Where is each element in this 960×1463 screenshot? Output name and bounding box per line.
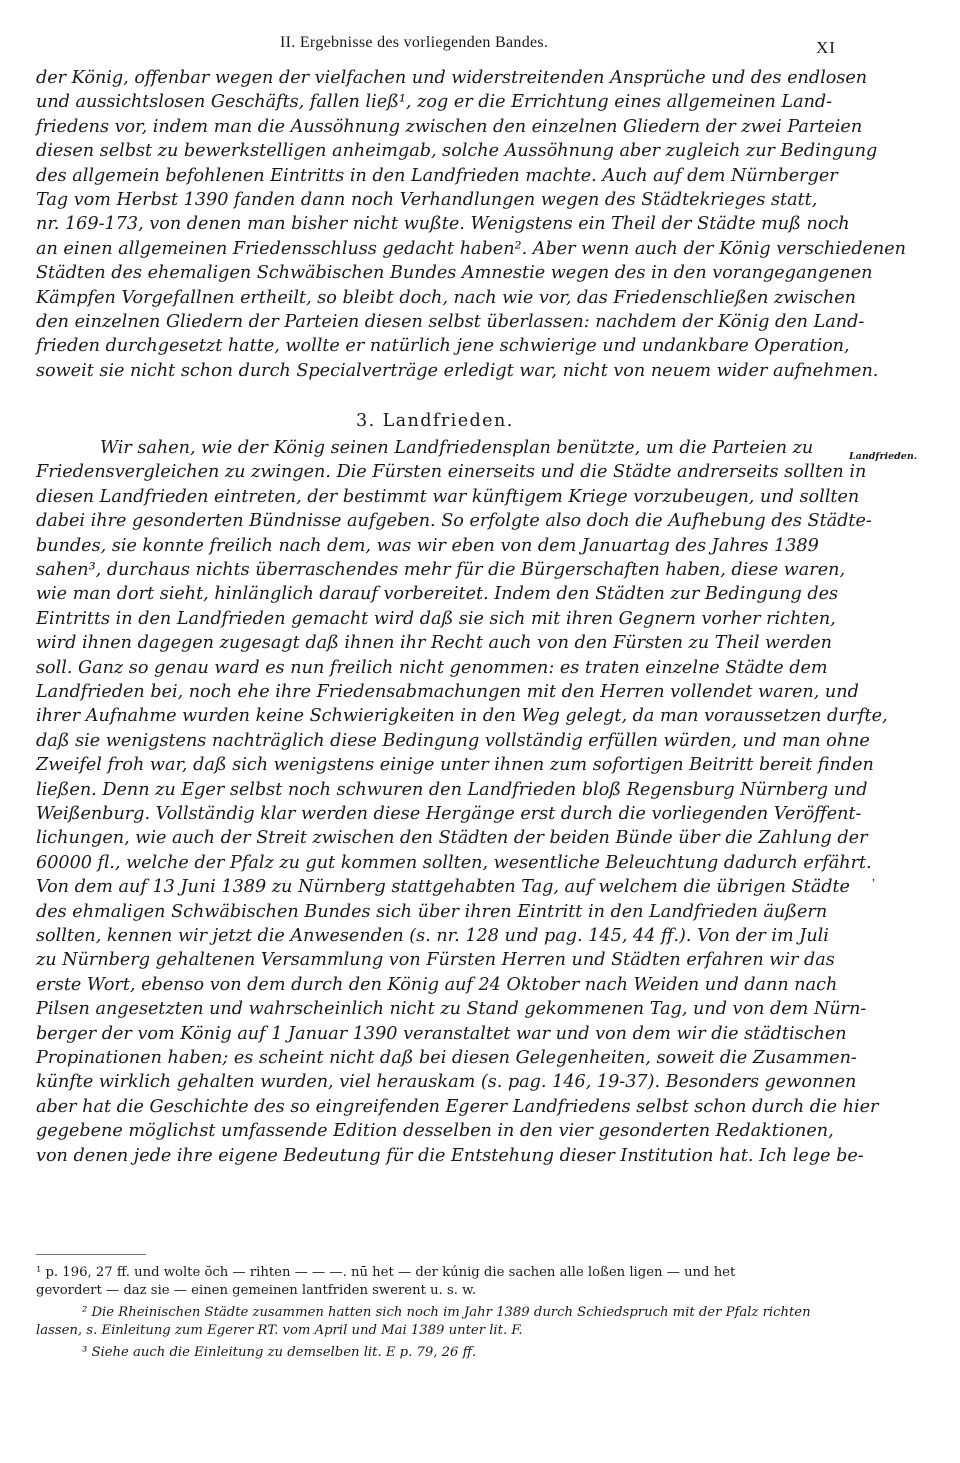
body-line: künfte wirklich gehalten wurden, viel herauskam (s. pag. 146, 19-37). Besonders gewonnen [36, 1072, 857, 1093]
body-line: Zweifel froh war, daß sich wenigstens einige unter ihnen zum sofortigen Beitritt bereit finden [36, 755, 874, 776]
footnote-line: ³ Siehe auch die Einleitung zu demselben lit. E p. 79, 26 ff. [82, 1345, 477, 1360]
running-header: II. Ergebnisse des vorliegenden Bandes. [280, 34, 549, 51]
body-line: des allgemein befohlenen Eintritts in den Landfrieden machte. Auch auf dem Nürnberger [36, 165, 838, 186]
footnote-divider [36, 1254, 146, 1255]
body-line: Eintritts in den Landfrieden gemacht wird daß sie sich mit ihren Gegnern vorher richten, [36, 608, 836, 629]
page-number: XI [816, 38, 836, 57]
body-line: gegebene möglichst umfassende Edition desselben in den vier gesonderten Redaktionen, [36, 1121, 834, 1142]
body-line: nr. 169-173, von denen man bisher nicht wußte. Wenigstens ein Theil der Städte muß noch [36, 214, 850, 235]
body-line: diesen selbst zu bewerkstelligen anheimgab, solche Aussöhnung aber zugleich zur Bedingung [36, 141, 878, 162]
body-line: sahen³, durchaus nichts überraschendes mehr für die Bürgerschaften haben, diese waren, [36, 560, 846, 580]
footnote-line: lassen, s. Einleitung zum Egerer RT. vom April und Mai 1389 unter lit. F. [36, 1323, 523, 1338]
body-line: Tag vom Herbst 1390 fanden dann noch Verhandlungen wegen des Städtekrieges statt, [36, 190, 818, 210]
body-line: erste Wort, ebenso von dem durch den König auf 24 Oktober nach Weiden und dann nach [36, 974, 838, 995]
margin-note: Landfrieden. [849, 451, 918, 462]
body-line: bundes, sie konnte freilich nach dem, was wir eben von dem Januartag des Jahres 1389 [36, 535, 819, 556]
body-line: wird ihnen dagegen zugesagt daß ihnen ihr Recht auch von den Fürsten zu Theil werden [36, 633, 832, 654]
stray-mark: , [872, 869, 875, 883]
body-line: lichungen, wie auch der Streit zwischen den Städten der beiden Bünde über die Zahlung der [36, 828, 868, 849]
body-line: Städten des ehemaligen Schwäbischen Bundes Amnestie wegen des in den vorangegangenen [36, 263, 873, 284]
body-line: Landfrieden bei, noch ehe ihre Friedensabmachungen mit den Herren vollendet waren, und [36, 682, 859, 702]
body-line: dabei ihre gesonderten Bündnisse aufgeben. So erfolgte also doch die Aufhebung des Städte- [36, 511, 872, 532]
body-line: soll. Ganz so genau ward es nun freilich nicht genommen: es traten einzelne Städte dem [36, 657, 828, 678]
footnote-line: ² Die Rheinischen Städte zusammen hatten sich noch im Jahr 1389 durch Schiedspruch mit der Pfalz richten [82, 1305, 811, 1320]
body-line: von denen jede ihre eigene Bedeutung für die Entstehung dieser Institution hat. Ich lege be- [36, 1145, 864, 1166]
body-line: an einen allgemeinen Friedensschluss gedacht haben². Aber wenn auch der König verschiedenen [36, 238, 906, 259]
footnote-line: ¹ p. 196, 27 ff. und wolte ŏch — rihten — — —. nū het — der kúnig die sachen alle loßen ligen — und het [36, 1265, 736, 1280]
body-line: Friedensvergleichen zu zwingen. Die Fürsten einerseits und die Städte andrerseits sollten in [36, 462, 867, 483]
body-line: Kämpfen Vorgefallnen ertheilt, so bleibt doch, nach wie vor, das Friedenschließen zwischen [36, 287, 856, 308]
body-line: ihrer Aufnahme wurden keine Schwierigkeiten in den Weg gelegt, da man voraussetzen durfte, [36, 706, 888, 727]
body-line: aber hat die Geschichte des so eingreifenden Egerer Landfriedens selbst schon durch die hier [36, 1096, 879, 1117]
body-line: friedens vor, indem man die Aussöhnung zwischen den einzelnen Gliedern der zwei Parteien [36, 116, 863, 137]
body-line: Wir sahen, wie der König seinen Landfriedensplan benützte, um die Parteien zu [100, 438, 814, 458]
body-line: des ehmaligen Schwäbischen Bundes sich über ihren Eintritt in den Landfrieden äußern [36, 901, 828, 922]
body-line: diesen Landfrieden eintreten, der bestimmt war künftigem Kriege vorzubeugen, und sollten [36, 486, 860, 507]
body-line: der König, offenbar wegen der vielfachen und widerstreitenden Ansprüche und des endlosen [36, 68, 868, 88]
body-line: ließen. Denn zu Eger selbst noch schwuren den Landfrieden bloß Regensburg Nürnberg und [36, 779, 868, 800]
body-line: frieden durchgesetzt hatte, wollte er natürlich jene schwierige und undankbare Operation, [36, 336, 850, 357]
body-line: daß sie wenigstens nachträglich diese Bedingung vollständig erfüllen würden, und man ohne [36, 730, 870, 751]
body-line: den einzelnen Gliedern der Parteien diesen selbst überlassen: nachdem der König den Land- [36, 312, 865, 332]
section-heading: 3. Landfrieden. [356, 411, 514, 431]
body-line: Von dem auf 13 Juni 1389 zu Nürnberg stattgehabten Tag, auf welchem die übrigen Städte [36, 877, 850, 898]
body-line: berger der vom König auf 1 Januar 1390 veranstaltet war und von dem wir die städtischen [36, 1023, 847, 1044]
body-line: zu Nürnberg gehaltenen Versammlung von Fürsten Herren und Städten erfahren wir das [36, 950, 835, 971]
body-line: Weißenburg. Vollständig klar werden diese Hergänge erst durch die vorliegenden Veröffent- [36, 804, 862, 824]
body-line: sollten, kennen wir jetzt die Anwesenden (s. nr. 128 und pag. 145, 44 ff.). Von der im Juli [36, 926, 829, 946]
body-line: Pilsen angesetzten und wahrscheinlich nicht zu Stand gekommenen Tag, und von dem Nürn- [36, 999, 867, 1020]
body-line: soweit sie nicht schon durch Specialverträge erledigt war, nicht von neuem wider aufnehmen. [36, 360, 879, 381]
body-line: 60000 fl., welche der Pfalz zu gut kommen sollten, wesentliche Beleuchtung dadurch erfährt. [36, 852, 872, 873]
body-line: wie man dort sieht, hinlänglich darauf vorbereitet. Indem den Städten zur Bedingung des [36, 584, 839, 605]
body-line: Propinationen haben; es scheint nicht daß bei diesen Gelegenheiten, soweit die Zusammen- [36, 1048, 857, 1068]
body-line: und aussichtslosen Geschäfts, fallen ließ¹, zog er die Errichtung eines allgemeinen Land- [36, 92, 833, 113]
footnote-line: gevordert — daz sie — einen gemeinen lantfriden swerent u. s. w. [36, 1283, 477, 1298]
